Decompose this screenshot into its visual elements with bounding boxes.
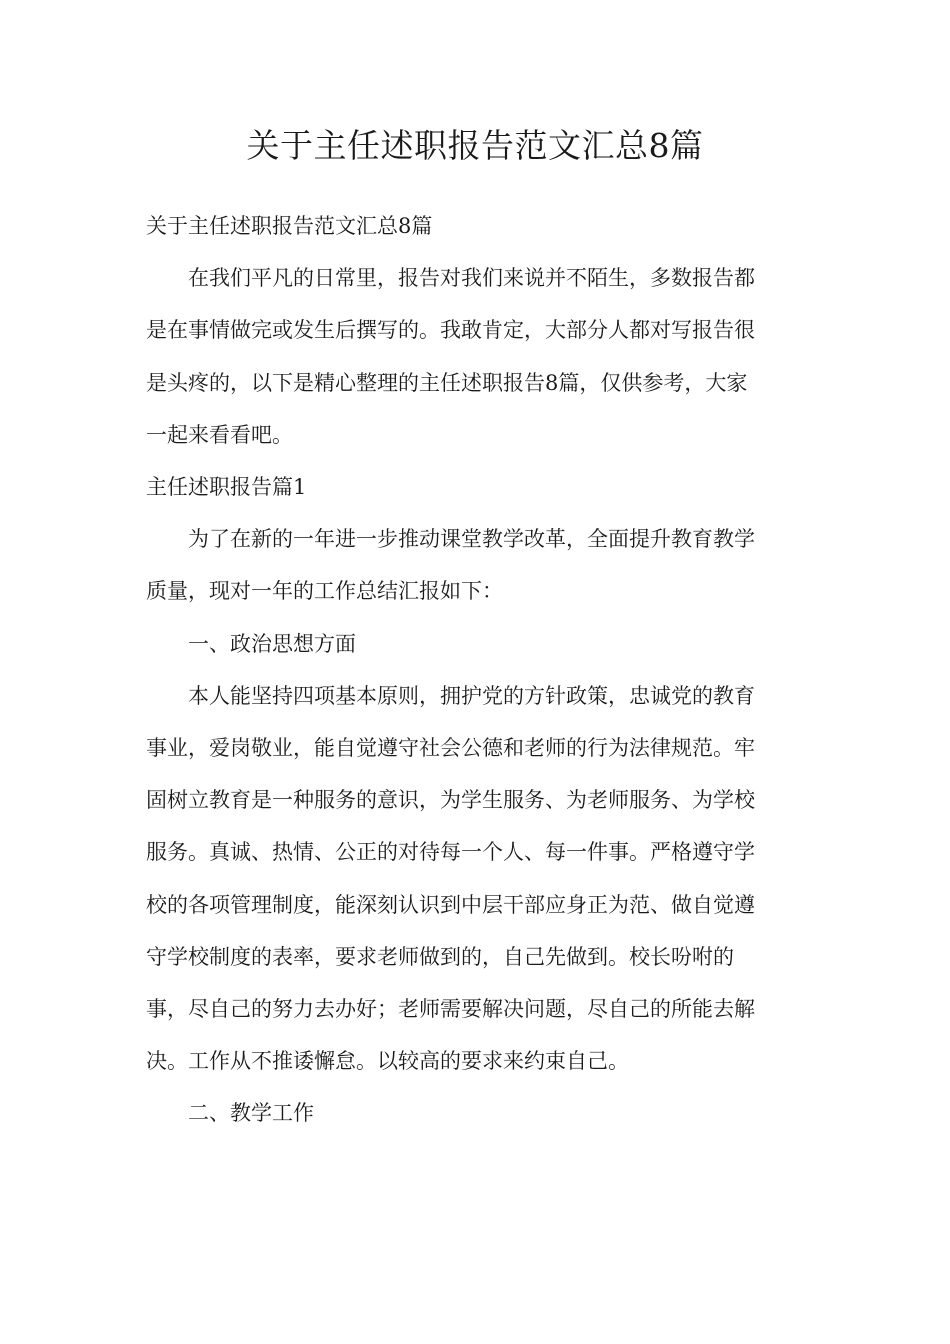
paragraph-line: 校的各项管理制度，能深刻认识到中层干部应身正为范、做自觉遵	[146, 892, 755, 917]
paragraph-line: 本人能坚持四项基本原则，拥护党的方针政策，忠诚党的教育	[188, 683, 755, 708]
paragraph-line: 质量，现对一年的工作总结汇报如下：	[146, 579, 503, 604]
paragraph-line: 事业，爱岗敬业，能自觉遵守社会公德和老师的行为法律规范。牢	[146, 736, 755, 761]
paragraph-line: 在我们平凡的日常里，报告对我们来说并不陌生，多数报告都	[188, 266, 755, 291]
paragraph-line: 主任述职报告篇1	[146, 475, 307, 500]
paragraph-line: 守学校制度的表率，要求老师做到的，自己先做到。校长吩咐的	[146, 944, 734, 969]
paragraph-line: 二、教学工作	[188, 1101, 314, 1126]
paragraph-line: 一起来看看吧。	[146, 422, 293, 447]
paragraph-line: 一、政治思想方面	[188, 631, 356, 656]
paragraph-line: 决。工作从不推诿懈怠。以较高的要求来约束自己。	[146, 1049, 629, 1074]
paragraph-line: 固树立教育是一种服务的意识，为学生服务、为老师服务、为学校	[146, 788, 755, 813]
paragraph-line: 服务。真诚、热情、公正的对待每一个人、每一件事。严格遵守学	[146, 840, 755, 865]
paragraph-line: 为了在新的一年进一步推动课堂教学改革，全面提升教育教学	[188, 527, 755, 552]
paragraph-line: 是在事情做完或发生后撰写的。我敢肯定，大部分人都对写报告很	[146, 318, 755, 343]
paragraph-line: 是头疼的，以下是精心整理的主任述职报告8篇，仅供参考，大家	[146, 370, 748, 395]
paragraph-line: 关于主任述职报告范文汇总8篇	[146, 214, 433, 238]
document-body	[146, 200, 796, 1140]
document-title: 关于主任述职报告范文汇总8篇	[246, 126, 704, 165]
paragraph-line: 事，尽自己的努力去办好；老师需要解决问题，尽自己的所能去解	[146, 997, 755, 1022]
